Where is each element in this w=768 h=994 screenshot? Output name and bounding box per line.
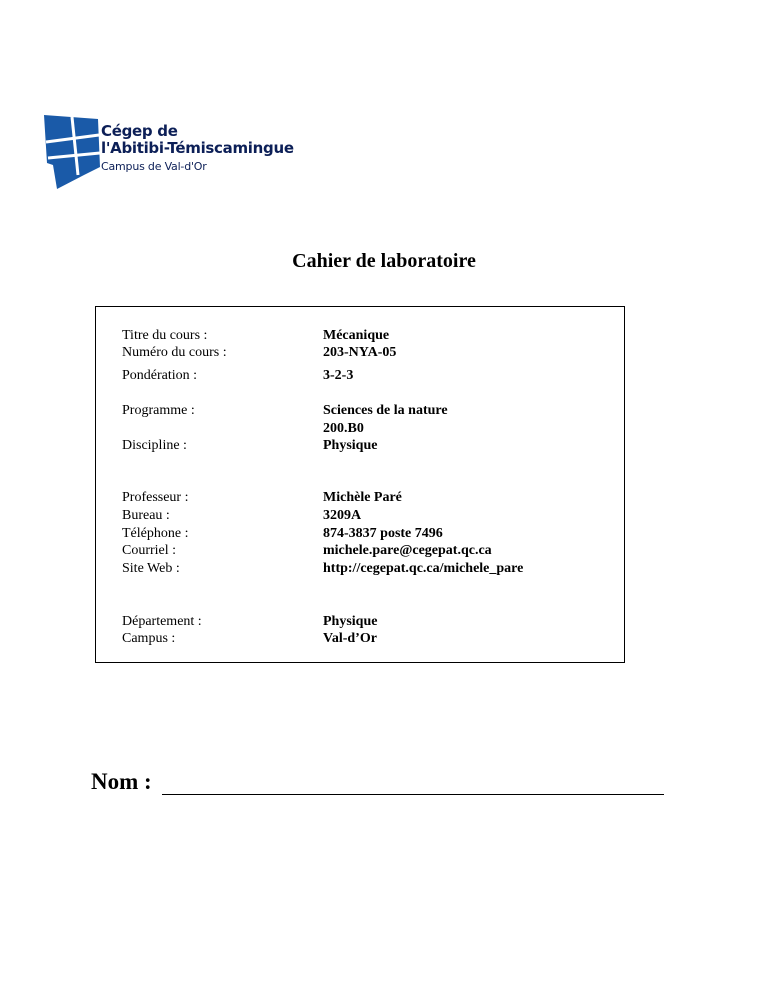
discipline-row xyxy=(96,437,624,454)
professor-value: Michèle Paré xyxy=(323,490,402,505)
campus-label: Campus : xyxy=(122,631,176,646)
email-label: Courriel : xyxy=(122,543,177,558)
course-info-box xyxy=(95,306,625,663)
department-value: Physique xyxy=(323,614,378,629)
campus-row xyxy=(96,630,624,647)
website-label: Site Web : xyxy=(122,561,180,576)
logo-campus: Campus de Val-d'Or xyxy=(101,160,207,173)
program-code-row xyxy=(96,420,624,437)
office-value: 3209A xyxy=(323,508,362,523)
professor-label: Professeur : xyxy=(122,490,189,505)
office-label: Bureau : xyxy=(122,508,170,523)
name-field-label: Nom : xyxy=(91,769,152,794)
cegep-logo xyxy=(44,115,304,190)
name-field-line[interactable] xyxy=(162,794,664,795)
phone-label: Téléphone : xyxy=(122,526,189,541)
department-row xyxy=(96,613,624,630)
phone-row xyxy=(96,525,624,542)
website-row xyxy=(96,560,624,577)
campus-value: Val-d’Or xyxy=(323,631,377,646)
course-number-row xyxy=(96,344,624,361)
course-title-label: Titre du cours : xyxy=(122,328,208,343)
program-code-value: 200.B0 xyxy=(323,421,364,436)
weighting-value: 3-2-3 xyxy=(323,368,354,383)
email-value: michele.pare@cegepat.qc.ca xyxy=(323,543,492,558)
cegep-logo-icon xyxy=(44,115,100,189)
discipline-value: Physique xyxy=(323,438,378,453)
logo-name-line1: Cégep de xyxy=(101,122,178,140)
program-row xyxy=(96,402,624,419)
program-value: Sciences de la nature xyxy=(323,403,448,418)
course-title-row xyxy=(96,327,624,344)
course-title-value: Mécanique xyxy=(323,328,390,343)
course-number-label: Numéro du cours : xyxy=(122,345,227,360)
department-label: Département : xyxy=(122,614,202,629)
logo-name-line2: l'Abitibi-Témiscamingue xyxy=(101,139,294,157)
program-label: Programme : xyxy=(122,403,195,418)
course-number-value: 203-NYA-05 xyxy=(323,345,397,360)
phone-value: 874-3837 poste 7496 xyxy=(323,526,443,541)
email-row xyxy=(96,542,624,559)
office-row xyxy=(96,507,624,524)
weighting-row xyxy=(96,367,624,384)
weighting-label: Pondération : xyxy=(122,368,198,383)
discipline-label: Discipline : xyxy=(122,438,187,453)
professor-row xyxy=(96,489,624,506)
website-value: http://cegepat.qc.ca/michele_pare xyxy=(323,561,524,576)
logo-text xyxy=(101,123,294,173)
document-title: Cahier de laboratoire xyxy=(292,250,476,272)
